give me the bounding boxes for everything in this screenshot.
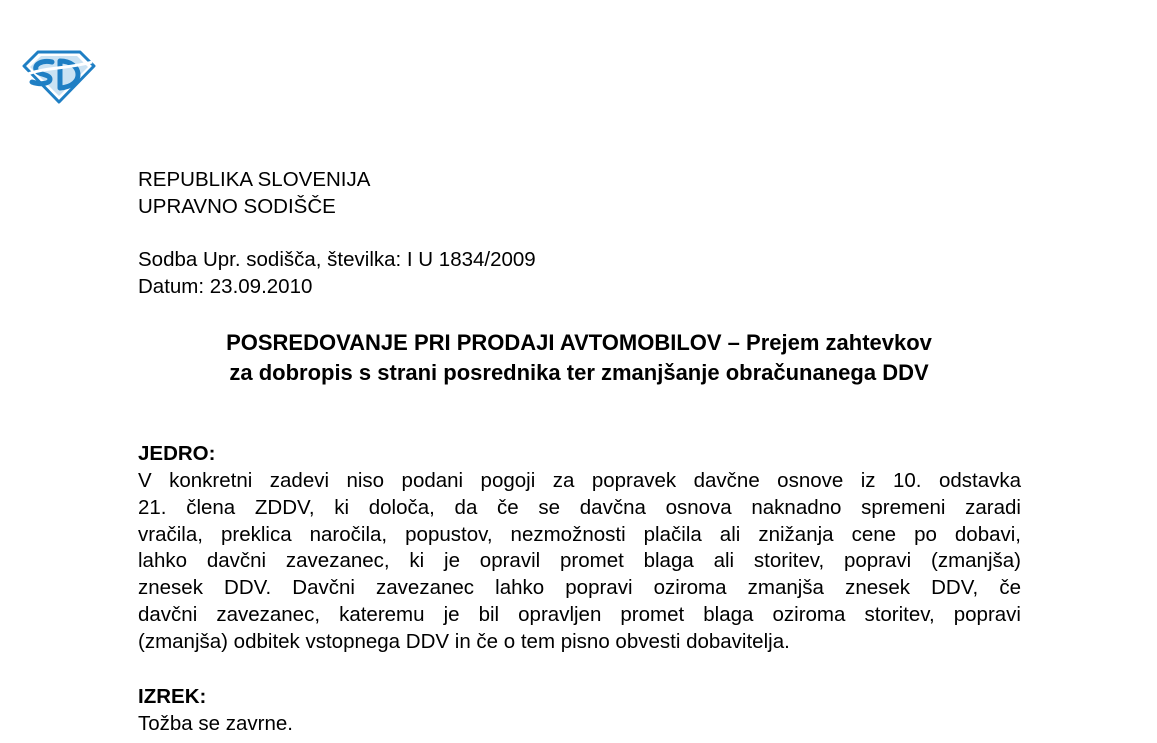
- jedro-line: davčni zavezanec, kateremu je bil opravljen promet blaga oziroma storitev, popravi: [138, 602, 1021, 626]
- case-date: Datum: 23.09.2010: [138, 275, 313, 298]
- court-logo: [22, 48, 96, 104]
- jedro-line: 21. člena ZDDV, ki določa, da če se davčna osnova naknadno spremeni zaradi: [138, 495, 1021, 519]
- jedro-text: [138, 468, 1021, 656]
- title-line-1: POSREDOVANJE PRI PRODAJI AVTOMOBILOV – Prejem zahtevkov: [226, 330, 932, 355]
- document-title: [130, 328, 1028, 388]
- jedro-line: (zmanjša) odbitek vstopnega DDV in če o tem pisno obvesti dobavitelja.: [138, 629, 790, 653]
- logo-emblem-icon: [22, 48, 96, 104]
- jedro-line: vračila, preklica naročila, popustov, nezmožnosti plačila ali znižanja cene po dobavi,: [138, 522, 1021, 546]
- izrek-text: [138, 710, 293, 737]
- case-meta: [138, 246, 536, 300]
- header-court: UPRAVNO SODIŠČE: [138, 195, 336, 218]
- jedro-line: znesek DDV. Davčni zavezanec lahko popravi oziroma zmanjša znesek DDV, če: [138, 576, 1021, 600]
- court-header: [138, 166, 370, 220]
- jedro-heading: JEDRO:: [138, 442, 216, 465]
- jedro-line: V konkretni zadevi niso podani pogoji za popravek davčne osnove iz 10. odstavka: [138, 469, 1021, 492]
- izrek-heading: IZREK:: [138, 685, 207, 708]
- header-republic: REPUBLIKA SLOVENIJA: [138, 168, 371, 191]
- jedro-line: lahko davčni zavezanec, ki je opravil promet blaga ali storitev, popravi (zmanjša): [138, 549, 1021, 573]
- izrek-line: Tožba se zavrne.: [138, 712, 293, 735]
- title-line-2: za dobropis s strani posrednika ter zmanjšanje obračunanega DDV: [229, 360, 929, 385]
- case-number: Sodba Upr. sodišča, številka: I U 1834/2009: [138, 248, 536, 271]
